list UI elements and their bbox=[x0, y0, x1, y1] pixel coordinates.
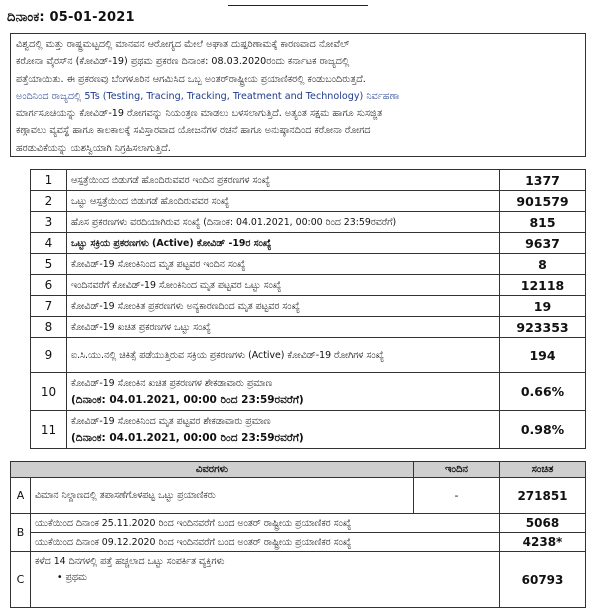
row-number: 7 bbox=[31, 296, 67, 317]
row-letter: B bbox=[11, 514, 31, 552]
row-number: 8 bbox=[31, 317, 67, 338]
row-letter: C bbox=[11, 552, 31, 608]
row-number: 6 bbox=[31, 275, 67, 296]
bulletin-date: ದಿನಾಂಕ: 05-01-2021 bbox=[7, 10, 135, 25]
row-description: ಕೋವಿಡ್-19 ಸೋಂಕಿತ ಪ್ರಕರಣಗಳು ಅನ್ಯಕಾರಣದಿಂದ ಮೃತ ಪಟ್ಟವರ ಸಂಖ್ಯೆ bbox=[67, 296, 500, 317]
table-row bbox=[31, 191, 586, 212]
row-value: 12118 bbox=[500, 275, 586, 296]
table-row bbox=[31, 338, 586, 373]
table-row bbox=[31, 411, 586, 449]
table-row bbox=[31, 317, 586, 338]
row-description bbox=[67, 373, 500, 411]
table-row bbox=[31, 275, 586, 296]
intro-line: ಹರಡುವಿಕೆಯನ್ನು ಯಶಸ್ವಿಯಾಗಿ ನಿಗ್ರಹಿಸಲಾಗುತ್ತಿದೆ. bbox=[16, 142, 171, 154]
intro-line: ವಿಶ್ವದಲ್ಲಿ ಮತ್ತು ರಾಷ್ಟ್ರಮಟ್ಟದಲ್ಲಿ ಮಾನವನ ಆರೋಗ್ಯದ ಮೇಲೆ ಅಘಾತ ದುಷ್ಪರಿಣಾಮಕ್ಕೆ ಕಾರಣವಾದ ನೋವೆಲ್ bbox=[16, 39, 350, 50]
row-description-main: ಕಳೆದ 14 ದಿನಗಳಲ್ಲಿ ಪತ್ತೆ ಹಚ್ಚಲಾದ ಒಟ್ಟು ಸಂಪರ್ಕಿತ ವ್ಯಕ್ತಿಗಳು bbox=[35, 556, 225, 567]
table-header-row bbox=[11, 462, 586, 478]
row-total-value: 4238* bbox=[500, 533, 586, 552]
row-number: 11 bbox=[31, 411, 67, 449]
top-heading-fragment bbox=[228, 0, 368, 6]
table-row bbox=[11, 533, 586, 552]
row-description: ಒಟ್ಟು ಆಸ್ಪತ್ರೆಯಿಂದ ಬಿಡುಗಡೆ ಹೊಂದಿರುವವರ ಸಂಖ್ಯೆ bbox=[67, 191, 500, 212]
row-description-date-range: (ದಿನಾಂಕ: 04.01.2021, 00:00 ರಿಂದ 23:59ರವರೆಗೆ) bbox=[71, 393, 304, 406]
intro-line: ಕರೋನಾ ವೈರಸ್‌ನ (ಕೋವಿಡ್-19) ಪ್ರಥಮ ಪ್ರಕರಣ ದಿನಾಂಕ: 08.03.2020ರಂದು ಕರ್ನಾಟಕ ರಾಜ್ಯದಲ್ಲಿ bbox=[16, 56, 350, 68]
row-value: 19 bbox=[500, 296, 586, 317]
row-today-value: - bbox=[414, 478, 500, 514]
table-row bbox=[31, 233, 586, 254]
row-description-main: ಕೋವಿಡ್-19 ಸೋಂಕಿನಿಂದ ಮೃತ ಪಟ್ಟವರ ಶೇಕಡಾವಾರು ಪ್ರಮಾಣ bbox=[71, 415, 271, 427]
row-number: 10 bbox=[31, 373, 67, 411]
row-value: 8 bbox=[500, 254, 586, 275]
intro-paragraph bbox=[10, 33, 586, 157]
row-description-main: ಕೋವಿಡ್-19 ಸೋಂಕಿನ ಖಚಿತ ಪ್ರಕರಣಗಳ ಶೇಕಡಾವಾರು ಪ್ರಮಾಣ bbox=[71, 377, 273, 389]
row-value: 0.98% bbox=[500, 411, 586, 449]
row-description: ಆಸ್ಪತ್ರೆಯಿಂದ ಬಿಡುಗಡೆ ಹೊಂದಿರುವವರ ಇಂದಿನ ಪ್ರಕರಣಗಳ ಸಂಖ್ಯೆ bbox=[67, 170, 500, 191]
row-description: ಕೋವಿಡ್-19 ಖಚಿತ ಪ್ರಕರಣಗಳ ಒಟ್ಟು ಸಂಖ್ಯೆ bbox=[67, 317, 500, 338]
row-description: ಹೊಸ ಪ್ರಕರಣಗಳು ವರದಿಯಾಗಿರುವ ಸಂಖ್ಯೆ (ದಿನಾಂಕ: 04.01.2021, 00:00 ರಿಂದ 23:59ರವರೆಗೆ) bbox=[67, 212, 500, 233]
table-row bbox=[31, 170, 586, 191]
row-description: ಯುಕೆಯಿಂದ ದಿನಾಂಕ 25.11.2020 ರಿಂದ ಇಂದಿನವರೆಗೆ ಬಂದ ಅಂತರ್ ರಾಷ್ಟ್ರೀಯ ಪ್ರಯಾಣಿಕರ ಸಂಖ್ಯೆ bbox=[31, 514, 500, 533]
row-value: 901579 bbox=[500, 191, 586, 212]
row-letter: A bbox=[11, 478, 31, 514]
table-row bbox=[31, 212, 586, 233]
row-number: 9 bbox=[31, 338, 67, 373]
row-total-value: 60793 bbox=[500, 552, 586, 608]
intro-line: ಪತ್ತೆಯಾಯಿತು. ಈ ಪ್ರಕರಣವು ಬೆಂಗಳೂರಿನ ಆಗಮಿಸಿದ ಒಬ್ಬ ಅಂತರ್‌ರಾಷ್ಟ್ರೀಯ ಪ್ರಯಾಣಿಕರಲ್ಲಿ ಕಂಡುಬಂದಿರುತ್ತದೆ. bbox=[16, 73, 366, 85]
row-description: ಐ.ಸಿ.ಯು.ನಲ್ಲಿ ಚಿಕಿತ್ಸೆ ಪಡೆಯುತ್ತಿರುವ ಸಕ್ರಿಯ ಪ್ರಕರಣಗಳು (Active) ಕೋವಿಡ್-19 ರೋಗಿಗಳ ಸಂಖ್ಯೆ bbox=[67, 338, 500, 373]
row-description: ಕೋವಿಡ್-19 ಸೋಂಕಿನಿಂದ ಮೃತ ಪಟ್ಟವರ ಇಂದಿನ ಸಂಖ್ಯೆ bbox=[67, 254, 500, 275]
row-value: 1377 bbox=[500, 170, 586, 191]
summary-stats-table bbox=[30, 169, 586, 449]
row-number: 5 bbox=[31, 254, 67, 275]
table-row bbox=[31, 254, 586, 275]
row-number: 1 bbox=[31, 170, 67, 191]
row-description bbox=[67, 411, 500, 449]
row-number: 4 bbox=[31, 233, 67, 254]
intro-line: ಮಾರ್ಗಸೂಚಿಯನ್ನು ಕೋವಿಡ್-19 ರೋಗವನ್ನು ನಿಯಂತ್ರಣ ಮಾಡಲು ಬಳಸಲಾಗುತ್ತಿದೆ. ಅತ್ಯಂತ ಸಕ್ಷಮ ಹಾಗೂ ಸುಸಜ್ಜಿತ bbox=[16, 108, 383, 120]
row-number: 2 bbox=[31, 191, 67, 212]
row-description bbox=[31, 552, 500, 608]
header-total: ಸಂಚಿತ bbox=[500, 462, 586, 478]
row-total-value: 5068 bbox=[500, 514, 586, 533]
table-row bbox=[31, 373, 586, 411]
header-today: ಇಂದಿನ bbox=[414, 462, 500, 478]
table-row bbox=[11, 552, 586, 608]
row-description: ವಿಮಾನ ನಿಲ್ದಾಣದಲ್ಲಿ ತಪಾಸಣೆಗೊಳಪಟ್ಟ ಒಟ್ಟು ಪ್ರಯಾಣಿಕರು bbox=[31, 478, 414, 514]
row-description: ಯುಕೆಯಿಂದ ದಿನಾಂಕ 09.12.2020 ರಿಂದ ಇಂದಿನವರೆಗೆ ಬಂದ ಅಂತರ್ ರಾಷ್ಟ್ರೀಯ ಪ್ರಯಾಣಿಕರ ಸಂಖ್ಯೆ bbox=[31, 533, 500, 552]
table-row bbox=[11, 514, 586, 533]
row-description: ಒಟ್ಟು ಸಕ್ರಿಯ ಪ್ರಕರಣಗಳು (Active) ಕೋವಿಡ್ -19ರ ಸಂಖ್ಯೆ bbox=[67, 233, 500, 254]
row-value: 9637 bbox=[500, 233, 586, 254]
row-value: 194 bbox=[500, 338, 586, 373]
intro-line: ಅಂದಿನಿಂದ ರಾಜ್ಯದಲ್ಲಿ 5Ts (Testing, Tracing, Tracking, Treatment and Technology) ನಿರ್ವಹಣಾ bbox=[16, 90, 400, 102]
table-row bbox=[31, 296, 586, 317]
row-number: 3 bbox=[31, 212, 67, 233]
row-value: 923353 bbox=[500, 317, 586, 338]
row-total-value: 271851 bbox=[500, 478, 586, 514]
header-details: ವಿವರಗಳು bbox=[11, 462, 414, 478]
row-value: 0.66% bbox=[500, 373, 586, 411]
row-description: ಇಂದಿನವರೆಗೆ ಕೋವಿಡ್-19 ಸೋಂಕಿನಿಂದ ಮೃತ ಪಟ್ಟವರ ಒಟ್ಟು ಸಂಖ್ಯೆ bbox=[67, 275, 500, 296]
list-item: • ಪ್ರಥಮ bbox=[57, 572, 87, 583]
row-value: 815 bbox=[500, 212, 586, 233]
row-description-date-range: (ದಿನಾಂಕ: 04.01.2021, 00:00 ರಿಂದ 23:59ರವರೆಗೆ) bbox=[71, 431, 304, 444]
table-row bbox=[11, 478, 586, 514]
travel-details-table bbox=[10, 461, 586, 608]
intro-line: ಕಣ್ಗಾವಲು ವ್ಯವಸ್ಥೆ ಹಾಗೂ ಕಾಲಕಾಲಕ್ಕೆ ಸವಿಸ್ತಾರವಾದ ಯೋಜನೆಗಳ ರಚನೆ ಹಾಗೂ ಅನುಷ್ಠಾನದಿಂದ ಕರೋನಾ ರೋಗದ bbox=[16, 125, 371, 137]
